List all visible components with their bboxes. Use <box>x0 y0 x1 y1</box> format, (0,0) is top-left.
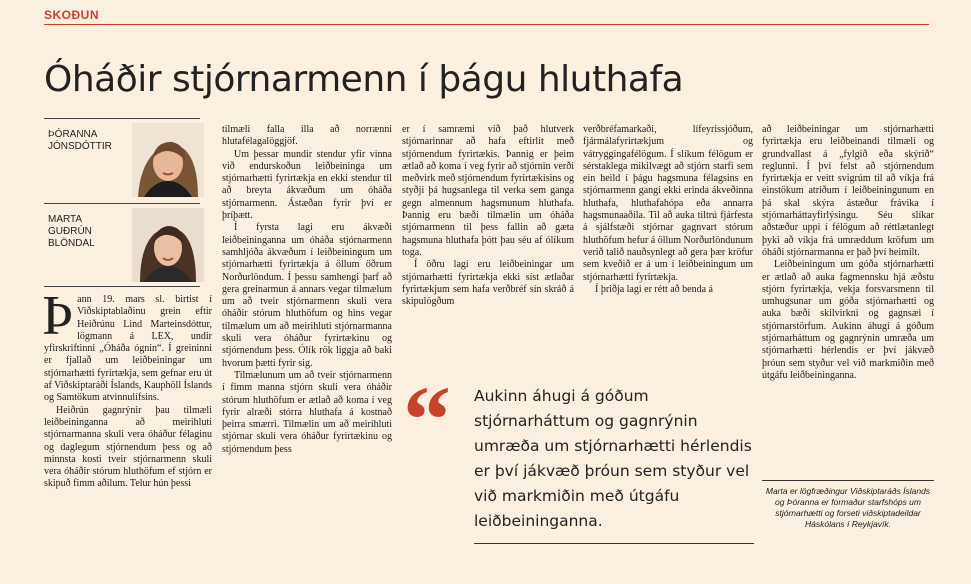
paragraph: Í fyrsta lagi eru ákvæði leiðbeininganna um óháða stjórnarmenn samhljóða ákvæðum í leiðbeiningum um stjórnarhætti fyrirtækja á öllum öðrum Norðurlöndum. Í þessu samhengi þarf að gera greinarmun á annars vegar tilmælum um að tveir stjórnarmenn skuli vera óháðir stórum hluthöfum og hins vegar tilmælum um að meirihluti stjórnarmanna skuli vera óháður fyrirtækinu og stjórnendum þess. Ólík rök liggja að baki hvorum þætti fyrir sig. <box>222 222 392 369</box>
paragraph: að leiðbeiningar um stjórnarhætti fyrirtækja eru leiðbeinandi tilmæli og grundvallast á „fylgið eða skýrið“ reglunni. Í því felst að stjórnendum fyrirtækja er veitt svigrúm til að víkja frá einstökum atriðum í leiðbeiningunum en þá skal skýra ástæður frávika í stjórnarháttayfirlýsingu. Séu slíkar aðstæður uppi í félögum að réttlætanlegt þyki að víkja frá umræddum kröfum um óháði stjórnarmanna er það því heimilt. <box>762 124 934 258</box>
author-2 <box>44 203 200 286</box>
article-column-4 <box>583 124 753 296</box>
article-column-5 <box>762 124 934 382</box>
quote-mark-icon: “ <box>403 366 451 473</box>
pull-quote: Aukinn áhugi á góðum stjórnarháttum og gagnrýnin umræða um stjórnarhætti hérlendis er því jákvæð þróun sem styður vel við markmiðin með útgáfu leiðbeininganna. <box>474 387 752 530</box>
author-name: MARTA GUÐRÚN BLÖNDAL <box>48 214 95 249</box>
paragraph: Í öðru lagi eru leiðbeiningar um stjórnarhætti fyrirtækja ekki síst ætlaðar fyrirtækjum sem hafa verðbréf sín skráð á skipulögðum <box>402 259 574 308</box>
author-1 <box>44 118 200 201</box>
author-name: ÞÓRANNA JÓNSDÓTTIR <box>48 129 112 152</box>
paragraph: ann 19. mars sl. birtist í Viðskiptablaðinu grein eftir Heiðrúnu Lind Marteinsdóttur, lögmann á LEX, undir yfirskriftinni „Óháða ógnin“. Í greininni er fjallað um leiðbeiningar um stjórnarhætti fyrirtækja, sem gefnar eru út af Viðskiptaráði Íslands, Kauphöll Íslands og Samtökum atvinnulífsins. <box>44 294 212 404</box>
article-column-3 <box>402 124 574 308</box>
bio-rule <box>762 480 934 481</box>
paragraph: Tilmælunum um að tveir stjórnarmenn í fimm manna stjórn skuli vera óháðir stórum hluthöfum er ætlað að koma í veg fyrir alræði stórra hluthafa á kostnað þeirra smærri. Tilmælin um að meirihluti stjórnar skuli vera óháður fyrirtækinu og stjórnendum þess <box>222 369 392 455</box>
top-rule <box>44 24 929 25</box>
author-box <box>44 118 200 287</box>
section-label: SKOÐUN <box>44 8 100 22</box>
article-column-2 <box>222 124 392 456</box>
article-column-1 <box>42 285 212 491</box>
paragraph: Leiðbeiningum um góða stjórnarhætti er ætlað að auka fagmennsku hjá æðstu stjórn fyrirtækja, vekja forsvarsmenn til umhugsunar um góða stjórnarhætti og auka bæði skilvirkni og gagnsæi í stjórnarstörfum. Aukinn áhugi á góðum stjórnarháttum og gagnrýnin umræða um stjórnarhætti hérlendis er því jákvæð þróun sem styður vel við markmiðin með útgáfu leiðbeininganna. <box>762 259 934 381</box>
paragraph: er í samræmi við það hlutverk stjórnarinnar að hafa eftirlit með stjórnendum fyrirtækis. Þannig er þeim ætlað að koma í veg fyrir að stjórnin verði meðvirk með stjórnendum fyrirtækisins og styðji þá hugsanlega til verka sem ganga gegn almennum hagsmunum hluthafa. Þannig eru bæði tilmælin um óháða stjórnarmenn til þess fallin að gæta hagsmuna hluthafa þótt þau séu af ólíkum toga. <box>402 124 574 258</box>
paragraph: tilmæli falla illa að norrænni hlutafélagalöggjöf. <box>222 124 392 148</box>
paragraph: Heiðrún gagnrýnir þau tilmæli leiðbeininganna að meirihluti stjórnarmanna skuli vera óháður félaginu og daglegum stjórnendum þess og að minnsta kosti tveir stjórnarmenn skuli vera óháðir stórum hluthöfum ef stjórn er skipuð fimm aðilum. Telur hún þessi <box>44 404 212 490</box>
pull-quote-rule <box>474 543 754 544</box>
author-bio: Marta er lögfræðingur Viðskiptaráðs Íslands og Þóranna er formaður starfshóps um stjórnarhætti og forseti viðskiptadeildar Háskólans í Reykjavík. <box>765 486 931 529</box>
paragraph: Í þriðja lagi er rétt að benda á <box>595 283 713 295</box>
paragraph: Um þessar mundir stendur yfir vinna við endurskoðun leiðbeininga um stjórnarhætti fyrirtækja en ekki stendur til að breyta ákvæðum um óháða stjórnarmenn. Ástæðan fyrir því er þríþætt. <box>222 148 392 222</box>
drop-cap: Þ <box>42 285 74 347</box>
author-photo <box>132 123 204 197</box>
author-photo <box>132 208 204 282</box>
paragraph: verðbréfamarkaði, lífeyrissjóðum, fjármálafyrirtækjum og vátryggingafélögum. Í slíkum félögum er sérstaklega mikilvægt að stjórn starfi sem ein heild í þágu hagsmuna félagsins en stjórnarmenn gangi ekki erinda ákveðinna hluthafa, hluthafahópa eða annarra hagsmunaaðila. Til að auka tiltrú fjárfesta á sjálfstæði stjórnar gagnvart stórum hluthöfum hefur á öllum Norðurlöndunum verið talið nauðsynlegt að gera þær kröfur sem kveðið er á um í leiðbeiningum um stjórnarhætti fyrirtækja. <box>583 124 753 283</box>
headline: Óháðir stjórnarmenn í þágu hluthafa <box>44 59 684 100</box>
